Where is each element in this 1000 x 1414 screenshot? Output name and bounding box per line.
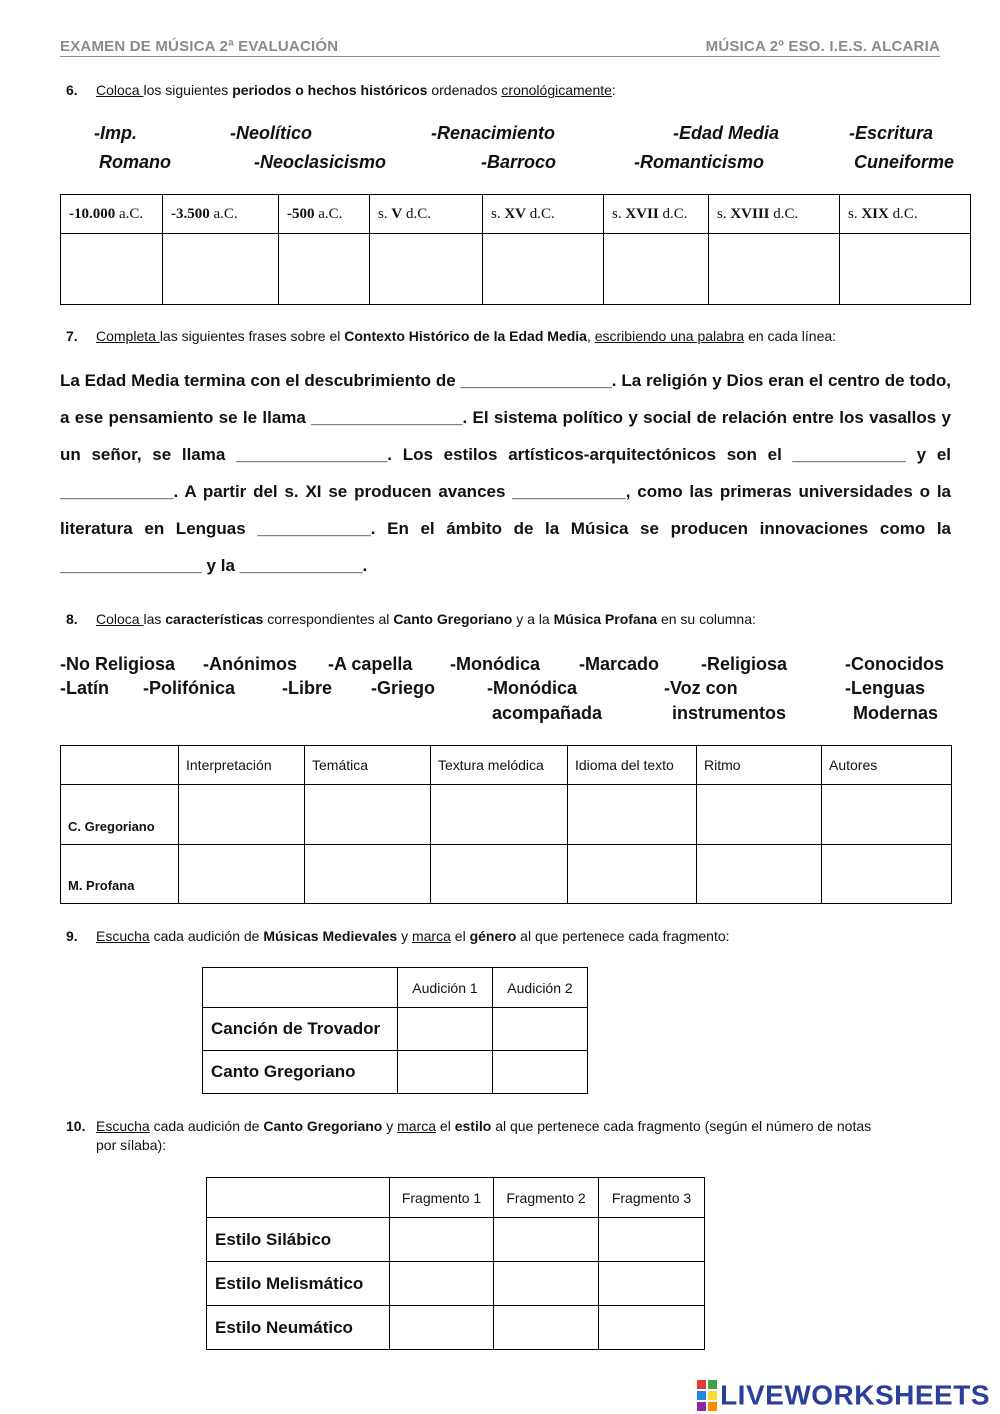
drop-cell[interactable] (709, 234, 840, 305)
mark-cell[interactable] (599, 1262, 705, 1306)
drop-cell[interactable] (840, 234, 971, 305)
q8-item[interactable]: -A capella (328, 654, 413, 674)
q6-item[interactable]: -Romanticismo (634, 152, 765, 172)
column-header: Fragmento 1 (390, 1178, 494, 1218)
q8-item[interactable]: -Marcado (579, 654, 660, 674)
date-cell: s. V d.C. (370, 195, 483, 234)
column-header: Audición 2 (493, 968, 588, 1008)
logo-square (697, 1380, 706, 1389)
row-header: Estilo Neumático (207, 1306, 390, 1350)
question-7-prompt: 7. Completa las siguientes frases sobre el Contexto Histórico de la Edad Media, escribiendo una palabra en cada línea: (66, 328, 837, 344)
drop-cell[interactable] (697, 845, 822, 904)
drop-cell[interactable] (370, 234, 483, 305)
q6-item[interactable]: -Neolítico (230, 123, 313, 143)
mark-cell[interactable] (599, 1306, 705, 1350)
drop-cell[interactable] (163, 234, 279, 305)
mark-cell[interactable] (494, 1218, 599, 1262)
drop-cell[interactable] (604, 234, 709, 305)
column-header: Temática (305, 746, 431, 785)
logo-square (697, 1402, 706, 1411)
genre-table (202, 967, 588, 1094)
mark-cell[interactable] (398, 1051, 493, 1094)
drop-cell[interactable] (822, 785, 952, 845)
drop-cell[interactable] (431, 845, 568, 904)
style-table (206, 1177, 705, 1350)
q8-item[interactable]: -Religiosa (701, 654, 788, 674)
row-header: Estilo Silábico (207, 1218, 390, 1262)
drop-cell[interactable] (431, 785, 568, 845)
q8-item[interactable]: -Lenguas (845, 678, 926, 698)
q8-item[interactable]: -Monódica (450, 654, 540, 674)
column-header: Textura melódica (431, 746, 568, 785)
mark-cell[interactable] (390, 1218, 494, 1262)
drop-cell[interactable] (61, 234, 163, 305)
logo-square (708, 1380, 717, 1389)
question-number: 10. (66, 1118, 86, 1134)
date-cell: -500 a.C. (279, 195, 370, 234)
q8-item[interactable]: -Polifónica (143, 678, 236, 698)
drop-cell[interactable] (305, 845, 431, 904)
question-number: 6. (66, 82, 78, 98)
drop-cell[interactable] (568, 845, 697, 904)
corner-cell (207, 1178, 390, 1218)
question-number: 7. (66, 328, 78, 344)
question-6-prompt: 6. Coloca los siguientes periodos o hechos históricos ordenados cronológicamente: (66, 82, 616, 98)
mark-cell[interactable] (390, 1306, 494, 1350)
logo-square (708, 1391, 717, 1400)
characteristics-table (60, 745, 952, 904)
q8-item[interactable]: -Monódica (487, 678, 577, 698)
question-number: 8. (66, 611, 78, 627)
q8-item-continuation[interactable]: instrumentos (672, 703, 787, 723)
corner-cell (61, 746, 179, 785)
row-header: Canción de Trovador (203, 1008, 398, 1051)
q8-item[interactable]: -Anónimos (203, 654, 297, 674)
mark-cell[interactable] (390, 1262, 494, 1306)
q6-item[interactable]: -Edad Media (673, 123, 780, 143)
column-header: Ritmo (697, 746, 822, 785)
q6-item[interactable]: -Neoclasicismo (254, 152, 387, 172)
q6-item[interactable]: Cuneiforme (854, 152, 955, 172)
q8-item[interactable]: -Voz con (664, 678, 738, 698)
mark-cell[interactable] (494, 1306, 599, 1350)
date-cell: -10.000 a.C. (61, 195, 163, 234)
logo-square (697, 1391, 706, 1400)
timeline-table (60, 194, 971, 305)
mark-cell[interactable] (398, 1008, 493, 1051)
column-header: Autores (822, 746, 952, 785)
mark-cell[interactable] (493, 1051, 588, 1094)
row-header: M. Profana (61, 845, 179, 904)
row-header: Canto Gregoriano (203, 1051, 398, 1094)
date-cell: s. XVII d.C. (604, 195, 709, 234)
q8-item[interactable]: -Griego (371, 678, 436, 698)
column-header: Interpretación (179, 746, 305, 785)
question-8-prompt: 8. Coloca las características correspondientes al Canto Gregoriano y a la Música Profana en su columna: (66, 611, 756, 627)
q8-item[interactable]: -Conocidos (845, 654, 944, 674)
q6-item[interactable]: -Imp. (94, 123, 137, 143)
drop-cell[interactable] (279, 234, 370, 305)
logo-square (708, 1402, 717, 1411)
drop-cell[interactable] (697, 785, 822, 845)
drop-cell[interactable] (179, 785, 305, 845)
q6-item[interactable]: -Barroco (481, 152, 557, 172)
question-number: 9. (66, 928, 78, 944)
date-cell: s. XV d.C. (483, 195, 604, 234)
q6-item[interactable]: Romano (99, 152, 171, 172)
column-header: Audición 1 (398, 968, 493, 1008)
question-10-prompt: 10. Escucha cada audición de Canto Gregoriano y marca el estilo al que pertenece cada fragmento (según el número de notas por sílaba): (66, 1118, 872, 1153)
q6-item[interactable]: -Escritura (849, 123, 934, 143)
header-divider (60, 56, 940, 57)
q8-item-continuation[interactable]: Modernas (853, 703, 939, 723)
header-left: EXAMEN DE MÚSICA 2ª EVALUACIÓN (60, 38, 339, 55)
q8-item[interactable]: -No Religiosa (60, 654, 176, 674)
logo-grid-icon (696, 1379, 720, 1412)
liveworksheets-logo (696, 1378, 990, 1412)
logo-text: LIVEWORKSHEETS (720, 1379, 990, 1411)
q8-item-continuation[interactable]: acompañada (492, 703, 603, 723)
date-cell: s. XIX d.C. (840, 195, 971, 234)
fill-in-paragraph[interactable]: La Edad Media termina con el descubrimiento de ________________. La religión y Dios eran el centro de todo, a ese pensamiento se le llama ________________. El sistema político y social de relación entre los vasallos y un señor, se llama ________________. Los estilos artísticos-arquitectónicos son el ____________ y el ____________. A partir del s. XI se producen avances ____________, como las primeras universidades o la literatura en Lenguas ____________. En el ámbito de la Música se producen innovaciones como la _______________ y la _____________. (60, 371, 951, 575)
date-cell: -3.500 a.C. (163, 195, 279, 234)
column-header: Fragmento 2 (494, 1178, 599, 1218)
drop-cell[interactable] (568, 785, 697, 845)
drop-cell[interactable] (822, 845, 952, 904)
mark-cell[interactable] (494, 1262, 599, 1306)
row-header: Estilo Melismático (207, 1262, 390, 1306)
mark-cell[interactable] (599, 1218, 705, 1262)
date-cell: s. XVIII d.C. (709, 195, 840, 234)
q8-item[interactable]: -Libre (282, 678, 333, 698)
question-9-prompt: 9. Escucha cada audición de Músicas Medievales y marca el género al que pertenece cada fragmento: (66, 928, 730, 944)
mark-cell[interactable] (493, 1008, 588, 1051)
header-right: MÚSICA 2º ESO. I.E.S. ALCARIA (705, 38, 940, 55)
row-header: C. Gregoriano (61, 785, 179, 845)
drop-cell[interactable] (483, 234, 604, 305)
q6-item[interactable]: -Renacimiento (431, 123, 556, 143)
q8-item[interactable]: -Latín (60, 678, 109, 698)
drop-cell[interactable] (305, 785, 431, 845)
corner-cell (203, 968, 398, 1008)
drop-cell[interactable] (179, 845, 305, 904)
column-header: Fragmento 3 (599, 1178, 705, 1218)
column-header: Idioma del texto (568, 746, 697, 785)
